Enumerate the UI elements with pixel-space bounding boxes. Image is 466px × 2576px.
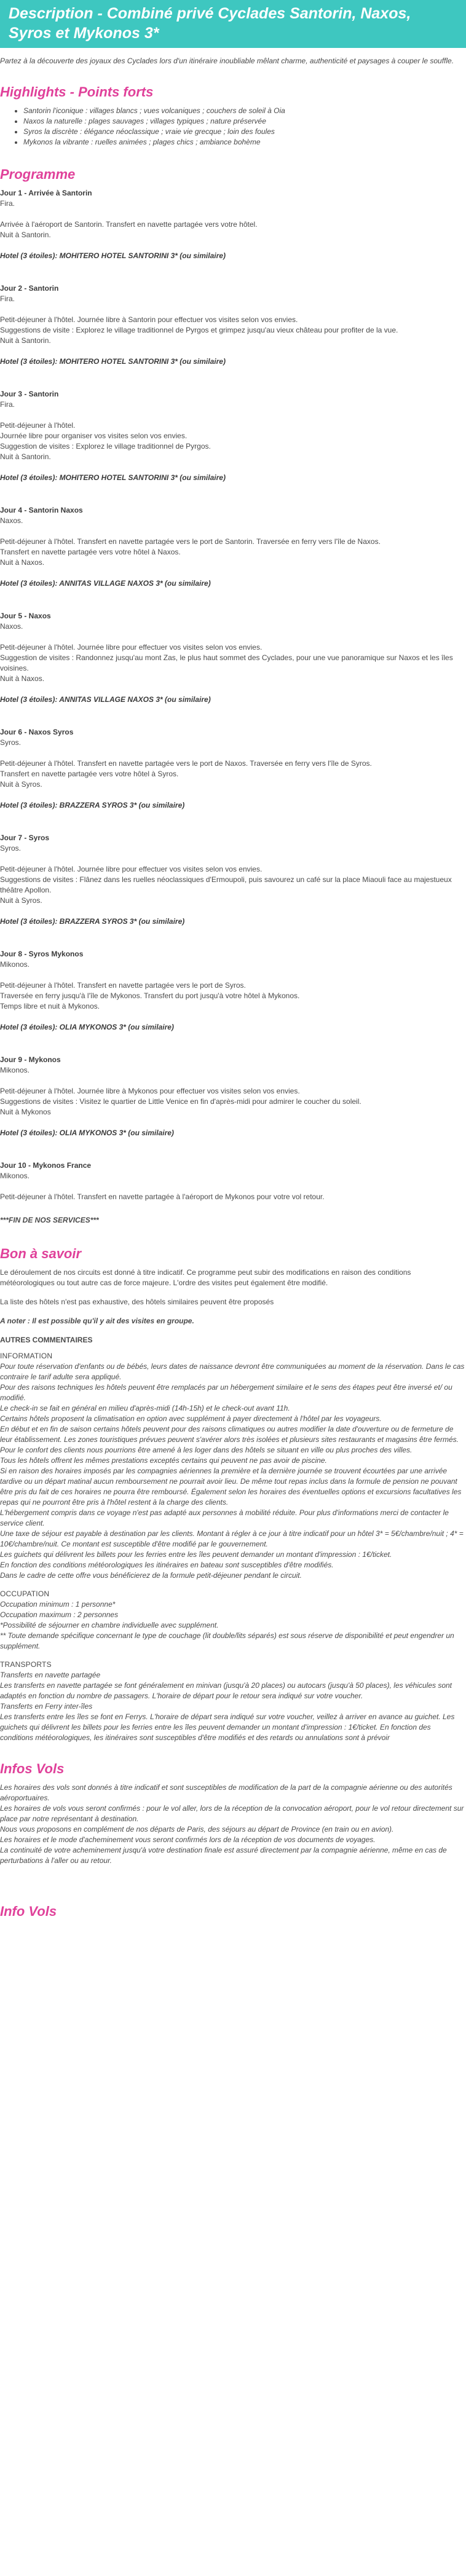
day-description bbox=[0, 219, 466, 240]
text-line: Si en raison des horaires imposés par les compagnies aériennes la première et la dernière journée se trouvent écourtées par une arrivée tardive ou un départ matinal aucun remboursement ne pourrait avoir lieu. De même tout repas inclus dans la formule de pension ne pouvant être pris du fait de ces horaires ne pourra être remboursé. Également selon les horaires des éventuelles options et excursions facultatives les repas qui ne pourront être pris à l'hôtel restent à la charge des clients. bbox=[0, 1467, 462, 1507]
bon-a-savoir-heading: Bon à savoir bbox=[0, 1246, 82, 1261]
highlight-item: • Santorin l'iconique : villages blancs ; vues volcaniques ; couchers de soleil à Oia bbox=[23, 106, 466, 116]
day-description-line: Petit-déjeuner à l'hôtel. Journée libre à Mykonos pour effectuer vos visites selon vos envies. bbox=[0, 1087, 300, 1095]
day-city: Syros. bbox=[0, 844, 22, 853]
transports-block bbox=[0, 1670, 466, 1743]
day-city: Fira. bbox=[0, 294, 15, 303]
programme-day bbox=[0, 727, 466, 811]
intro-text: Partez à la découverte des joyaux des Cyclades lors d'un itinéraire inoubliable mêlant charme, authenticité et paysages à couper le souffle. bbox=[0, 57, 454, 65]
occupation-heading: OCCUPATION bbox=[0, 1589, 50, 1598]
day-city: Naxos. bbox=[0, 516, 23, 525]
day-description-line: Nuit à Syros. bbox=[0, 780, 42, 789]
day-description-line: Arrivée à l'aéroport de Santorin. Transfert en navette partagée vers votre hôtel. bbox=[0, 220, 258, 229]
disclaimer-paragraph: Le déroulement de nos circuits est donné à titre indicatif. Ce programme peut subir des modifications en raison des conditions météorologiques ou tout autre cas de force majeure. L'ordre des visites peut également être modifié. bbox=[0, 1268, 411, 1287]
day-description bbox=[0, 980, 466, 1012]
transports-heading: TRANSPORTS bbox=[0, 1660, 52, 1669]
text-line: Occupation minimum : 1 personne* bbox=[0, 1600, 116, 1609]
day-description-line: Journée libre pour organiser vos visites selon vos envies. bbox=[0, 431, 188, 440]
day-city: Syros. bbox=[0, 738, 22, 747]
day-description-line: Petit-déjeuner à l'hôtel. bbox=[0, 421, 76, 430]
text-line: Les transferts en navette partagée se font généralement en minivan (jusqu'à 20 places) ou autocars (jusqu'à 50 places), les véhicules sont adaptés en fonction du nombre de passagers. L'horaire de départ pour le retour sera indiqué sur votre voucher. bbox=[0, 1681, 452, 1700]
infos-vols-heading: Infos Vols bbox=[0, 1761, 65, 1776]
day-description-line: Nuit à Mykonos bbox=[0, 1108, 51, 1116]
day-title: Jour 1 - Arrivée à Santorin bbox=[0, 189, 92, 197]
info-vols-heading: Info Vols bbox=[0, 1904, 57, 1919]
day-description-line: Petit-déjeuner à l'hôtel. Journée libre à Santorin pour effectuer vos visites selon vos envies. bbox=[0, 315, 298, 324]
programme-day bbox=[0, 283, 466, 367]
day-title: Jour 7 - Syros bbox=[0, 833, 50, 842]
day-hotel: Hotel (3 étoiles): MOHITERO HOTEL SANTORINI 3* (ou similaire) bbox=[0, 473, 226, 482]
day-title: Jour 3 - Santorin bbox=[0, 390, 59, 398]
day-description-line: Nuit à Santorin. bbox=[0, 452, 51, 461]
text-line: Pour toute réservation d'enfants ou de bébés, leurs dates de naissance devront être communiquées au moment de la réservation. Dans le cas contraire le tarif adulte sera appliqué. bbox=[0, 1362, 465, 1381]
programme-day bbox=[0, 1055, 466, 1138]
highlight-item: • Mykonos la vibrante : ruelles animées ; plages chics ; ambiance bohème bbox=[23, 137, 466, 148]
text-line: La continuité de votre acheminement jusqu'à votre destination finale est assuré directement par la compagnie aérienne, même en cas de perturbations à l'aller ou au retour. bbox=[0, 1846, 447, 1865]
text-line: Les horaires des vols sont donnés à titre indicatif et sont susceptibles de modification de la part de la compagnie aérienne ou des autorités aéroportuaires. bbox=[0, 1783, 452, 1802]
other-comments-heading: AUTRES COMMENTAIRES bbox=[0, 1336, 93, 1344]
day-city: Naxos. bbox=[0, 622, 23, 631]
day-hotel: Hotel (3 étoiles): OLIA MYKONOS 3* (ou similaire) bbox=[0, 1128, 174, 1137]
day-description-line: Traversée en ferry jusqu'à l'île de Mykonos. Transfert du port jusqu'à votre hôtel à Mykonos. bbox=[0, 991, 300, 1000]
day-description bbox=[0, 642, 466, 684]
day-city: Mikonos. bbox=[0, 1172, 30, 1180]
highlight-item: • Syros la discrète : élégance néoclassique ; vraie vie grecque ; loin des foules bbox=[23, 127, 466, 137]
programme-day bbox=[0, 188, 466, 261]
day-description-line: Petit-déjeuner à l'hôtel. Transfert en navette partagée vers le port de Naxos. Traversée en ferry vers l'île de Syros. bbox=[0, 759, 372, 768]
text-line: L'hébergement compris dans ce voyage n'est pas adapté aux personnes à mobilité réduite. Pour plus d'informations merci de contacter le service client. bbox=[0, 1508, 449, 1527]
day-city: Fira. bbox=[0, 400, 15, 409]
infos-vols-block bbox=[0, 1782, 466, 1866]
day-description-line: Petit-déjeuner à l'hôtel. Journée libre pour effectuer vos visites selon vos envies. bbox=[0, 643, 263, 652]
text-line: Une taxe de séjour est payable à destination par les clients. Montant à régler à ce jour à titre indicatif pour un hôtel 3* = 5€/chambre/nuit ; 4* = 10€/chambre/nuit. Ce montant est susceptible d'être modifié par le gouvernement. bbox=[0, 1529, 464, 1548]
highlight-item: • Naxos la naturelle : plages sauvages ; villages typiques ; nature préservée bbox=[23, 116, 466, 127]
day-description-line: Transfert en navette partagée vers votre hôtel à Syros. bbox=[0, 770, 179, 778]
text-line: *Possibilité de séjourner en chambre individuelle avec supplément. bbox=[0, 1621, 219, 1629]
information-heading: INFORMATION bbox=[0, 1352, 53, 1360]
text-line: Les guichets qui délivrent les billets pour les ferries entre les îles peuvent demander un montant d'impression : 1€/ticket. bbox=[0, 1550, 392, 1559]
occupation-block bbox=[0, 1599, 466, 1652]
day-hotel: Hotel (3 étoiles): BRAZZERA SYROS 3* (ou similaire) bbox=[0, 917, 185, 926]
day-title: Jour 8 - Syros Mykonos bbox=[0, 950, 84, 958]
day-description bbox=[0, 1086, 466, 1117]
day-description-line: Nuit à Naxos. bbox=[0, 674, 45, 683]
day-title: Jour 5 - Naxos bbox=[0, 612, 51, 620]
day-hotel: Hotel (3 étoiles): MOHITERO HOTEL SANTORINI 3* (ou similaire) bbox=[0, 251, 226, 260]
day-description-line: Nuit à Santorin. bbox=[0, 230, 51, 239]
page-title: Description - Combiné privé Cyclades Santorin, Naxos, Syros et Mykonos 3* bbox=[0, 0, 466, 48]
text-line: Le check-in se fait en général en milieu d'après-midi (14h-15h) et le check-out avant 11h. bbox=[0, 1404, 290, 1412]
text-line: ** Toute demande spécifique concernant le type de couchage (lit double/lits séparés) est sous réserve de disponibilité et peut engendrer un supplément. bbox=[0, 1631, 454, 1650]
programme-day bbox=[0, 611, 466, 705]
text-line: Nous vous proposons en complément de nos départs de Paris, des séjours au départ de Province (en train ou en avion). bbox=[0, 1825, 394, 1834]
day-description-line: Petit-déjeuner à l'hôtel. Transfert en navette partagée vers le port de Syros. bbox=[0, 981, 246, 990]
day-description bbox=[0, 537, 466, 568]
text-line: En fonction des conditions météorologiques les itinéraires en bateau sont susceptibles d'être modifiés. bbox=[0, 1561, 334, 1569]
text-line: Transferts en Ferry inter-îles bbox=[0, 1702, 93, 1711]
day-description-line: Suggestions de visites : Visitez le quartier de Little Venice en fin d'après-midi pour admirer le coucher du soleil. bbox=[0, 1097, 361, 1106]
day-description bbox=[0, 864, 466, 906]
text-line: Transferts en navette partagée bbox=[0, 1671, 101, 1679]
day-hotel: Hotel (3 étoiles): OLIA MYKONOS 3* (ou similaire) bbox=[0, 1023, 174, 1031]
programme-day bbox=[0, 833, 466, 927]
day-hotel: Hotel (3 étoiles): ANNITAS VILLAGE NAXOS 3* (ou similaire) bbox=[0, 695, 211, 704]
day-description-line: Nuit à Santorin. bbox=[0, 336, 51, 345]
group-visits-note: A noter : Il est possible qu'il y ait des visites en groupe. bbox=[0, 1317, 194, 1325]
day-description-line: Suggestions de visite : Explorez le village traditionnel de Pyrgos et grimpez jusqu'au vieux château pour profiter de la vue. bbox=[0, 326, 398, 334]
day-city: Mikonos. bbox=[0, 1066, 30, 1074]
day-description-line: Suggestions de visites : Flânez dans les ruelles néoclassiques d'Ermoupoli, puis savourez un café sur la place Miaouli face au majestueux théâtre Apollon. bbox=[0, 875, 452, 894]
hotels-note: La liste des hôtels n'est pas exhaustive, des hôtels similaires peuvent être proposés bbox=[0, 1298, 274, 1306]
day-description bbox=[0, 1192, 466, 1202]
day-description-line: Petit-déjeuner à l'hôtel. Journée libre pour effectuer vos visites selon vos envies. bbox=[0, 865, 263, 873]
day-description-line: Suggestion de visites : Explorez le village traditionnel de Pyrgos. bbox=[0, 442, 211, 451]
text-line: Les horaires de vols vous seront confirmés : pour le vol aller, lors de la réception de la convocation aéroport, pour le vol retour directement sur place par notre représentant à destination. bbox=[0, 1804, 464, 1823]
day-title: Jour 6 - Naxos Syros bbox=[0, 728, 74, 736]
day-description-line: Nuit à Syros. bbox=[0, 896, 42, 905]
text-line: Certains hôtels proposent la climatisation en option avec supplément à payer directement à l'hôtel par les voyageurs. bbox=[0, 1414, 382, 1423]
day-description bbox=[0, 315, 466, 346]
programme-heading: Programme bbox=[0, 167, 76, 182]
highlights-list bbox=[0, 106, 466, 148]
text-line: Les transferts entre les îles se font en Ferrys. L'horaire de départ sera indiqué sur votre voucher, veillez à arriver en avance au guichet. Les guichets qui délivrent les billets pour les ferries entre les îles peuvent demander un montant d'impression : 1€/ticket. En fonction des conditions météorologiques, les itinéraires sont susceptibles d'être modifiés et des retards ou annulations sont à prévoir bbox=[0, 1712, 455, 1742]
day-hotel: Hotel (3 étoiles): ANNITAS VILLAGE NAXOS 3* (ou similaire) bbox=[0, 579, 211, 588]
programme-day bbox=[0, 389, 466, 483]
content bbox=[0, 55, 466, 1920]
text-line: Dans le cadre de cette offre vous bénéficierez de la formule petit-déjeuner pendant le circuit. bbox=[0, 1571, 302, 1580]
day-description-line: Nuit à Naxos. bbox=[0, 558, 45, 567]
programme-day bbox=[0, 1160, 466, 1202]
day-city: Mikonos. bbox=[0, 960, 30, 969]
text-line: Les horaires et le mode d'acheminement vous seront confirmés lors de la réception de vos documents de voyages. bbox=[0, 1835, 376, 1844]
day-description-line: Suggestion de visites : Randonnez jusqu'au mont Zas, le plus haut sommet des Cyclades, pour une vue panoramique sur Naxos et les îles voisines. bbox=[0, 653, 453, 672]
day-description-line: Petit-déjeuner à l'hôtel. Transfert en navette partagée à l'aéroport de Mykonos pour votre vol retour. bbox=[0, 1192, 325, 1201]
day-title: Jour 2 - Santorin bbox=[0, 284, 59, 293]
programme-day bbox=[0, 949, 466, 1033]
information-block bbox=[0, 1361, 466, 1581]
day-description-line: Petit-déjeuner à l'hôtel. Transfert en navette partagée vers le port de Santorin. Traversée en ferry vers l'île de Naxos. bbox=[0, 537, 381, 546]
day-description-line: Transfert en navette partagée vers votre hôtel à Naxos. bbox=[0, 548, 181, 556]
end-of-services: ***FIN DE NOS SERVICES*** bbox=[0, 1216, 99, 1224]
programme-day bbox=[0, 505, 466, 589]
text-line: Tous les hôtels offrent les mêmes prestations exceptés certains qui peuvent ne pas avoir de piscine. bbox=[0, 1456, 327, 1465]
text-line: Occupation maximum : 2 personnes bbox=[0, 1610, 119, 1619]
day-city: Fira. bbox=[0, 199, 15, 208]
highlights-heading: Highlights - Points forts bbox=[0, 84, 154, 100]
text-line: En début et en fin de saison certains hôtels peuvent pour des raisons climatiques ou autres modifier la date d'ouverture ou de fermeture de leur établissement. Les zones touristiques prévues peuvent s'avérer alors très isolées et plusieurs sites restaurants et magasins être fermés. Pour le confort des clients nous pourrions être amené à les loger dans des hôtels se situant en ville ou plus proches des villes. bbox=[0, 1425, 459, 1454]
day-description-line: Temps libre et nuit à Mykonos. bbox=[0, 1002, 100, 1010]
day-title: Jour 4 - Santorin Naxos bbox=[0, 506, 83, 514]
day-title: Jour 9 - Mykonos bbox=[0, 1055, 61, 1064]
programme-days bbox=[0, 188, 466, 1202]
day-hotel: Hotel (3 étoiles): MOHITERO HOTEL SANTORINI 3* (ou similaire) bbox=[0, 357, 226, 366]
day-description bbox=[0, 758, 466, 790]
day-hotel: Hotel (3 étoiles): BRAZZERA SYROS 3* (ou similaire) bbox=[0, 801, 185, 809]
text-line: Pour des raisons techniques les hôtels peuvent être remplacés par un hébergement similaire et le sens des étapes peut être inversé et/ ou modifié. bbox=[0, 1383, 452, 1402]
day-description bbox=[0, 420, 466, 462]
day-title: Jour 10 - Mykonos France bbox=[0, 1161, 92, 1170]
